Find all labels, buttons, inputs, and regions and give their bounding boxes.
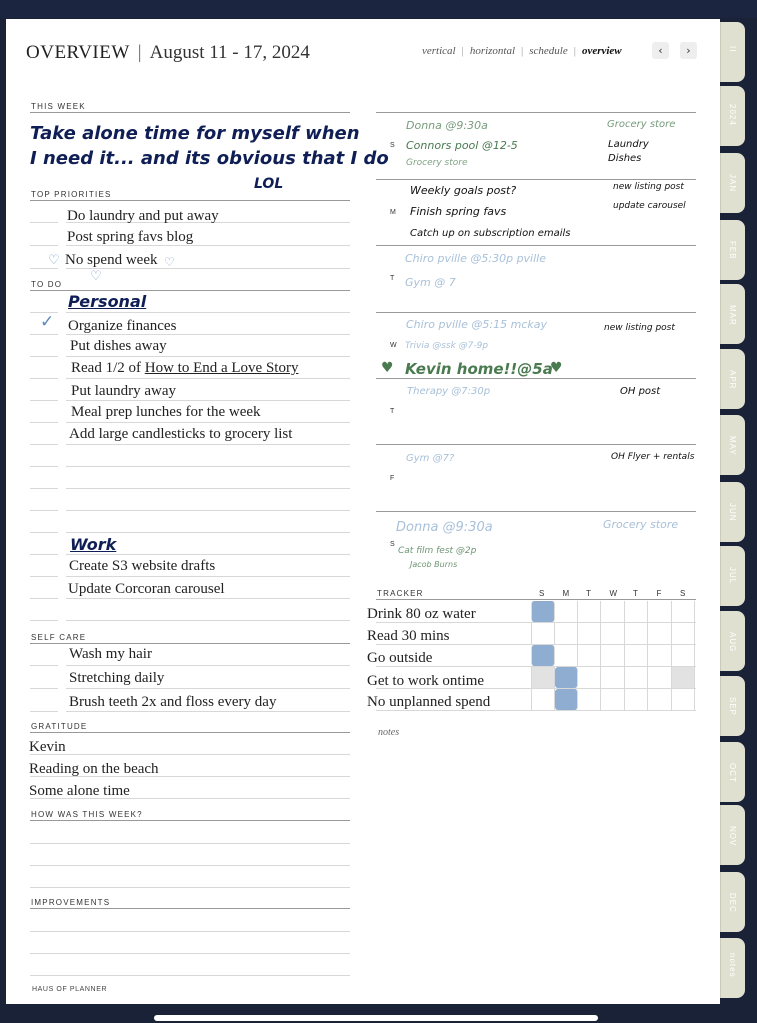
tab-label: JAN: [728, 174, 737, 193]
tracker-cell[interactable]: [555, 645, 578, 666]
row-rule: [30, 975, 350, 976]
heart-icon: ♡: [48, 253, 60, 268]
tracker-cell[interactable]: [672, 667, 695, 688]
day-divider: [376, 378, 696, 379]
day-divider: [376, 511, 696, 512]
tracker-day-header: M: [562, 589, 571, 598]
prev-week-button[interactable]: ‹: [652, 42, 669, 59]
day-divider: [376, 112, 696, 113]
todo-item: Organize finances: [68, 318, 177, 334]
brand-footer: HAUS OF PLANNER: [32, 986, 108, 993]
day-note: OH post: [620, 386, 661, 397]
divider: [30, 908, 350, 909]
day-note: update carousel: [613, 201, 686, 211]
tracker-cell[interactable]: [531, 689, 555, 710]
tab-label: MAR: [728, 305, 737, 326]
tracker-cell[interactable]: [555, 689, 578, 710]
tracker-cell[interactable]: [649, 667, 672, 688]
day-entry: Donna @9:30a: [406, 119, 488, 132]
check-line: [30, 510, 58, 511]
day-letter: F: [390, 475, 395, 482]
check-line: [30, 554, 58, 555]
tracker-cell[interactable]: [672, 689, 695, 710]
day-letter: T: [390, 408, 395, 415]
divider: [30, 643, 350, 644]
check-line: [30, 688, 58, 689]
tracker-day-header: S: [539, 589, 546, 598]
row-rule: [66, 444, 350, 445]
row-rule: [66, 466, 350, 467]
tracker-cell[interactable]: [531, 623, 555, 644]
divider: [376, 599, 696, 600]
todo-item: Read 1/2 of How to End a Love Story: [71, 360, 299, 376]
todo-item: Update Corcoran carousel: [68, 581, 225, 597]
tab-label: AUG: [728, 632, 737, 653]
tracker-day-header: T: [633, 589, 640, 598]
tab-label: 2024: [728, 104, 737, 126]
day-note: OH Flyer + rentals: [611, 452, 695, 462]
tracker-cell[interactable]: [602, 623, 625, 644]
day-note: Grocery store: [603, 518, 679, 531]
tab-jul[interactable]: [720, 546, 745, 606]
row-rule: [66, 422, 350, 423]
row-rule: [66, 620, 350, 621]
check-line: [30, 598, 58, 599]
tab-jun[interactable]: [720, 482, 745, 542]
divider: [30, 112, 350, 113]
view-vertical-link[interactable]: vertical: [422, 45, 456, 57]
row-rule: [30, 931, 350, 932]
self-care-item: Wash my hair: [69, 646, 152, 662]
row-rule: [30, 953, 350, 954]
this-week-label: THIS WEEK: [31, 102, 86, 111]
divider: [30, 290, 350, 291]
day-letter: S: [390, 541, 395, 548]
tab-2024[interactable]: [720, 86, 745, 146]
row-rule: [66, 356, 350, 357]
day-entry-highlight: Kevin home!!@5a: [405, 360, 553, 378]
day-entry: Gym @ 7: [405, 276, 456, 289]
tab-label: OCT: [728, 763, 737, 783]
divider: [30, 820, 350, 821]
tracker-cell[interactable]: [672, 601, 695, 622]
date-range: August 11 - 17, 2024: [149, 42, 310, 63]
day-note: new listing post: [613, 182, 684, 192]
tab-aug[interactable]: [720, 611, 745, 671]
tracker-cell[interactable]: [555, 667, 578, 688]
row-rule: [30, 865, 350, 866]
tracker-cell[interactable]: [602, 601, 625, 622]
this-week-note-line3: LOL: [254, 176, 284, 192]
row-rule: [66, 510, 350, 511]
day-letter: M: [390, 209, 396, 216]
tracker-cell[interactable]: [625, 645, 648, 666]
next-week-button[interactable]: ›: [680, 42, 697, 59]
row-rule: [66, 532, 350, 533]
gratitude-item: Kevin: [29, 739, 66, 755]
view-switcher: vertical | horizontal | schedule | overview: [422, 45, 622, 57]
tracker-cell[interactable]: [649, 601, 672, 622]
home-indicator: [154, 1015, 598, 1021]
view-overview-link[interactable]: overview: [581, 45, 622, 57]
gratitude-label: GRATITUDE: [31, 722, 88, 731]
tracker-cell[interactable]: [649, 623, 672, 644]
gratitude-item: Some alone time: [29, 783, 130, 799]
day-divider: [376, 245, 696, 246]
tracker-cell[interactable]: [531, 645, 555, 666]
row-rule: [66, 312, 350, 313]
day-letter: T: [390, 275, 395, 282]
tracker-cell[interactable]: [625, 689, 648, 710]
tracker-cell[interactable]: [578, 667, 601, 688]
tab-label: APR: [728, 370, 737, 390]
tracker-cell[interactable]: [672, 645, 695, 666]
tracker-day-header: T: [586, 589, 593, 598]
tracker-cell[interactable]: [578, 689, 601, 710]
tab-oct[interactable]: [720, 742, 745, 802]
tracker-cell[interactable]: [531, 667, 555, 688]
check-line: [30, 665, 58, 666]
day-entry: Donna @9:30a: [396, 520, 493, 535]
tab-label: II: [728, 46, 737, 53]
day-entry: Trivia @ssk @7-9p: [405, 341, 489, 351]
tab-apr[interactable]: [720, 349, 745, 409]
check-line: [30, 222, 58, 223]
tracker-day-header: F: [656, 589, 663, 598]
check-line: [30, 711, 58, 712]
priority-item: No spend week: [65, 252, 158, 268]
tracker-cell[interactable]: [602, 667, 625, 688]
how-was-week-label: HOW WAS THIS WEEK?: [31, 810, 143, 819]
title-separator: |: [137, 42, 142, 63]
todo-item: Add large candlesticks to grocery list: [69, 426, 293, 442]
tracker-cell[interactable]: [555, 623, 578, 644]
tab-label: MAY: [728, 436, 737, 456]
status-bar: [0, 0, 757, 18]
row-rule: [66, 400, 350, 401]
this-week-note-line2: I need it... and its obvious that I do: [30, 148, 389, 169]
tracker-label: TRACKER: [377, 589, 424, 598]
tab-label: JUN: [728, 503, 737, 522]
tab-nov[interactable]: [720, 805, 745, 865]
row-rule: [66, 554, 350, 555]
tracker-cell[interactable]: [602, 645, 625, 666]
priority-item: Do laundry and put away: [67, 208, 219, 224]
tracker-day-header: W: [609, 589, 619, 598]
tracker-cell[interactable]: [578, 645, 601, 666]
todo-item: Meal prep lunches for the week: [71, 404, 261, 420]
tracker-cell[interactable]: [578, 623, 601, 644]
tab-label: FEB: [728, 241, 737, 260]
day-entry: Chiro pville @5:15 mckay: [406, 318, 547, 331]
tracker-cell[interactable]: [578, 601, 601, 622]
personal-heading: Personal: [68, 292, 147, 311]
check-line: [30, 620, 58, 621]
check-line: [30, 466, 58, 467]
tracker-cell[interactable]: [531, 601, 555, 622]
check-line: [30, 532, 58, 533]
habit-label: Read 30 mins: [367, 628, 450, 644]
check-line: [30, 444, 58, 445]
tab-ii[interactable]: [720, 22, 745, 82]
page-title: [26, 42, 310, 64]
tab-label: NOV: [728, 826, 737, 847]
tracker-cell[interactable]: [625, 667, 648, 688]
tab-may[interactable]: [720, 415, 745, 475]
row-rule: [66, 576, 350, 577]
check-line: [30, 245, 58, 246]
day-note: Dishes: [608, 153, 642, 164]
top-priorities-label: TOP PRIORITIES: [31, 190, 112, 199]
check-line: [30, 422, 58, 423]
check-line: [30, 488, 58, 489]
view-schedule-link[interactable]: schedule: [529, 45, 568, 57]
habit-label: No unplanned spend: [367, 694, 491, 710]
habit-label: Go outside: [367, 650, 433, 666]
tracker-cell[interactable]: [602, 689, 625, 710]
row-rule: [30, 887, 350, 888]
heart-icon: ♥: [550, 360, 563, 376]
tab-dec[interactable]: [720, 872, 745, 932]
gratitude-item: Reading on the beach: [29, 761, 159, 777]
check-line: [30, 334, 58, 335]
day-entry: Connors pool @12-5: [406, 139, 518, 152]
day-entry: Gym @7?: [406, 453, 455, 464]
heart-icon: ♡: [164, 255, 175, 269]
day-note: Grocery store: [607, 119, 676, 130]
tab-label: SEP: [728, 697, 737, 717]
tab-label: DEC: [728, 893, 737, 913]
habit-label: Drink 80 oz water: [367, 606, 476, 622]
row-rule: [30, 754, 350, 755]
day-entry: Jacob Burns: [410, 560, 458, 569]
day-note: new listing post: [604, 323, 675, 333]
self-care-label: SELF CARE: [31, 633, 87, 642]
divider: [30, 732, 350, 733]
tab-jan[interactable]: [720, 153, 745, 213]
day-divider: [376, 312, 696, 313]
todo-label: TO DO: [31, 280, 63, 289]
row-rule: [66, 488, 350, 489]
check-line: [30, 576, 58, 577]
row-rule: [66, 665, 350, 666]
tracker-cell[interactable]: [625, 601, 648, 622]
tracker-cell[interactable]: [555, 601, 578, 622]
tab-label: JUL: [728, 567, 737, 585]
heart-icon: ♡: [90, 269, 102, 284]
day-divider: [376, 179, 696, 180]
overview-title: OVERVIEW: [26, 42, 130, 63]
tab-mar[interactable]: [720, 284, 745, 344]
todo-item: Put laundry away: [71, 383, 176, 399]
check-line: [30, 356, 58, 357]
tab-feb[interactable]: [720, 220, 745, 280]
todo-item: Put dishes away: [70, 338, 167, 354]
check-line: [30, 400, 58, 401]
improvements-label: IMPROVEMENTS: [31, 898, 111, 907]
checkmark-icon[interactable]: ✓: [40, 312, 55, 332]
heart-icon: ♥: [381, 360, 394, 376]
tracker-cell[interactable]: [625, 623, 648, 644]
work-heading: Work: [70, 535, 117, 554]
day-entry: Cat film fest @2p: [398, 546, 477, 556]
day-entry: Therapy @7:30p: [407, 386, 491, 397]
check-line: [30, 268, 58, 269]
tab-notes[interactable]: [720, 938, 745, 998]
tracker-cell[interactable]: [649, 689, 672, 710]
day-note: Laundry: [608, 139, 649, 150]
day-entry: Grocery store: [406, 158, 468, 168]
row-rule: [66, 378, 350, 379]
tab-label: notes: [728, 953, 737, 978]
tab-sep[interactable]: [720, 676, 745, 736]
day-entry: Catch up on subscription emails: [410, 228, 571, 239]
tracker-cell[interactable]: [649, 645, 672, 666]
row-rule: [66, 688, 350, 689]
view-horizontal-link[interactable]: horizontal: [469, 45, 516, 57]
check-line: [30, 378, 58, 379]
priority-item: Post spring favs blog: [67, 229, 194, 245]
row-rule: [66, 711, 350, 712]
day-entry: Chiro pville @5:30p pville: [405, 252, 546, 265]
divider: [30, 200, 350, 201]
day-letter: W: [390, 342, 397, 349]
self-care-item: Stretching daily: [69, 670, 165, 686]
tracker-cell[interactable]: [672, 623, 695, 644]
day-divider: [376, 444, 696, 445]
habit-label: Get to work ontime: [367, 673, 485, 689]
self-care-item: Brush teeth 2x and floss every day: [69, 694, 277, 710]
day-letter: S: [390, 142, 395, 149]
book-title: How to End a Love Story: [144, 360, 299, 376]
notes-label: notes: [378, 727, 400, 738]
month-tabs: [720, 22, 744, 1000]
day-entry: Finish spring favs: [410, 205, 507, 218]
row-rule: [30, 843, 350, 844]
day-entry: Weekly goals post?: [410, 184, 517, 197]
row-rule: [66, 598, 350, 599]
todo-item: Create S3 website drafts: [69, 558, 216, 574]
tracker-day-header: S: [680, 589, 687, 598]
this-week-note-line1: Take alone time for myself when: [30, 123, 360, 144]
